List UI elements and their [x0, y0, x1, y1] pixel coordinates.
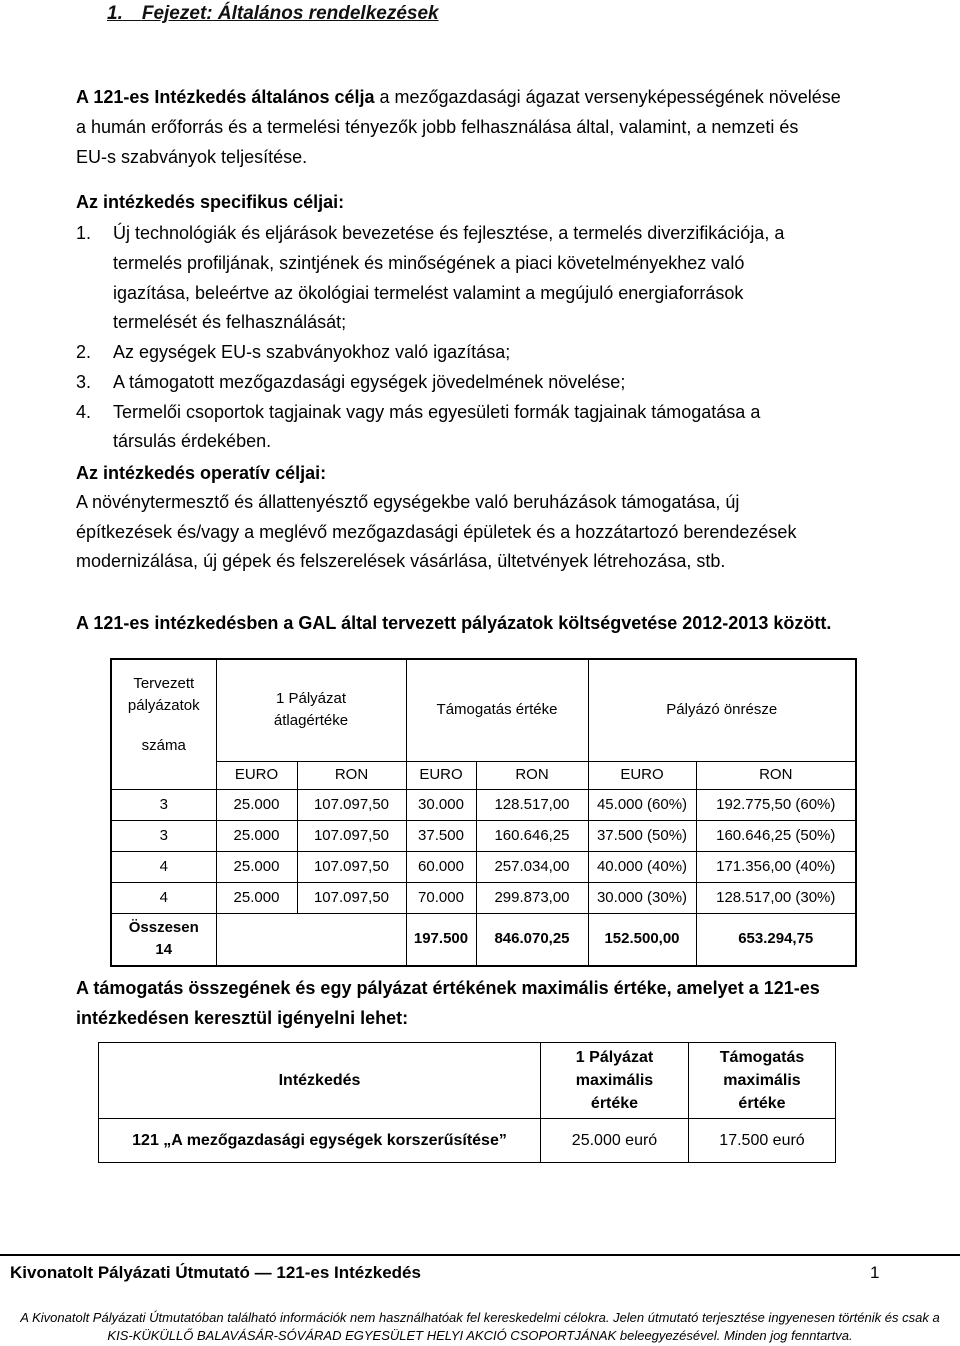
header-line: 1 Pályázat	[275, 690, 347, 708]
max-value-table	[98, 1042, 836, 1163]
list-item-line: Az egységek EU-s szabványokhoz való igazítása;	[113, 342, 511, 362]
cell-avg-ron: 107.097,50	[297, 820, 406, 851]
list-item-line: társulás érdekében.	[113, 431, 272, 452]
total-own-ron: 653.294,75	[696, 913, 856, 966]
cell-count: 3	[111, 789, 216, 820]
chapter-title	[107, 3, 439, 25]
currency-header: EURO	[216, 761, 297, 789]
list-item-text	[113, 338, 510, 368]
list-item-line: Új technológiák és eljárások bevezetése és fejlesztése, a termelés diverzifikációja, a	[113, 223, 785, 243]
operative-line: építkezések és/vagy a meglévő mezőgazdasági épületek és a hozzátartozó berendezések	[76, 521, 797, 542]
cell-own-euro: 40.000 (40%)	[588, 851, 696, 882]
disclaimer-line: A Kivonatolt Pályázati Útmutatóban található információk nem használhatóak fel kereskedelmi célokra. Jelen útmutató terjesztése ingyenesen történik és csak a	[20, 1310, 940, 1325]
list-item	[76, 368, 784, 398]
cell-avg-ron: 107.097,50	[297, 851, 406, 882]
cell-support-euro: 37.500	[406, 820, 476, 851]
specific-goals-list	[76, 219, 784, 457]
intro-line: a humán erőforrás és a termelési tényezők jobb felhasználása által, valamint, a nemzeti és	[76, 117, 799, 137]
header-line: maximális	[575, 1072, 654, 1089]
list-item-text	[113, 398, 760, 458]
intro-line: EU-s szabványok teljesítése.	[76, 147, 308, 167]
intro-paragraph	[76, 82, 841, 172]
specific-goals-heading: Az intézkedés specifikus céljai:	[76, 192, 345, 212]
table-row	[111, 851, 856, 882]
cell-own-euro: 30.000 (30%)	[588, 882, 696, 913]
header-line: értéke	[590, 1095, 639, 1112]
header-line: maximális	[723, 1072, 801, 1089]
cell-count: 4	[111, 882, 216, 913]
cell-support-euro: 70.000	[406, 882, 476, 913]
currency-header: RON	[297, 761, 406, 789]
cell-avg-ron: 107.097,50	[297, 789, 406, 820]
cell-own-ron: 128.517,00 (30%)	[696, 882, 856, 913]
total-count: 14	[155, 941, 173, 959]
cell-max-support-value: 17.500 euró	[689, 1119, 836, 1163]
list-item-line: termelését és felhasználását;	[113, 312, 347, 333]
total-empty-cell	[216, 913, 406, 966]
max-heading-line: A támogatás összegének és egy pályázat értékének maximális értéke, amelyet a 121-es	[76, 978, 820, 998]
cell-avg-euro: 25.000	[216, 851, 297, 882]
currency-header: RON	[696, 761, 856, 789]
header-line: pályázatok	[127, 697, 200, 714]
cell-count: 4	[111, 851, 216, 882]
header-line: 1 Pályázat	[575, 1049, 654, 1066]
cell-own-ron: 171.356,00 (40%)	[696, 851, 856, 882]
intro-line-rest: a mezőgazdasági ágazat versenyképességének növelése	[374, 87, 841, 107]
cell-measure: 121 „A mezőgazdasági egységek korszerűsítése”	[99, 1119, 541, 1163]
list-item-line: igazítása, beleértve az ökológiai termelést valamint a megújuló energiaforrások	[113, 282, 744, 303]
cell-support-ron: 160.646,25	[476, 820, 588, 851]
total-support-ron: 846.070,25	[476, 913, 588, 966]
cell-own-ron: 160.646,25 (50%)	[696, 820, 856, 851]
header-line: száma	[141, 737, 186, 754]
table-row	[111, 820, 856, 851]
list-item-line: Termelői csoportok tagjainak vagy más egyesületi formák tagjainak támogatása a	[113, 401, 761, 422]
header-average-value	[216, 659, 406, 761]
operative-goals-heading: Az intézkedés operatív céljai:	[76, 463, 327, 483]
header-max-project-value	[541, 1043, 689, 1119]
total-own-euro: 152.500,00	[588, 913, 696, 966]
header-max-support-value	[689, 1043, 836, 1119]
max-heading-line: intézkedésen keresztül igényelni lehet:	[76, 1008, 409, 1028]
total-support-euro: 197.500	[406, 913, 476, 966]
budget-currency-row	[111, 761, 856, 789]
budget-header-row	[111, 659, 856, 761]
cell-support-ron: 299.873,00	[476, 882, 588, 913]
footer-disclaimer	[0, 1309, 960, 1345]
operative-line: A növénytermesztő és állattenyésztő egységekbe való beruházások támogatása, új	[76, 492, 740, 512]
header-line: átlagértéke	[273, 712, 349, 730]
list-number: 1.	[76, 223, 92, 243]
list-number: 4.	[76, 401, 92, 422]
budget-heading: A 121-es intézkedésben a GAL által tervezett pályázatok költségvetése 2012-2013 között.	[76, 613, 832, 633]
cell-avg-euro: 25.000	[216, 820, 297, 851]
list-number: 2.	[76, 342, 92, 362]
max-header-row	[99, 1043, 836, 1119]
list-item-text	[113, 219, 784, 338]
currency-header: EURO	[406, 761, 476, 789]
table-row	[99, 1119, 836, 1163]
cell-avg-euro: 25.000	[216, 882, 297, 913]
intro-lead: A 121-es Intézkedés általános célja	[76, 87, 375, 107]
list-number: 3.	[76, 371, 92, 392]
currency-header: EURO	[588, 761, 696, 789]
cell-avg-ron: 107.097,50	[297, 882, 406, 913]
cell-own-euro: 45.000 (60%)	[588, 789, 696, 820]
cell-avg-euro: 25.000	[216, 789, 297, 820]
cell-support-ron: 257.034,00	[476, 851, 588, 882]
intro-line	[76, 82, 841, 112]
cell-support-euro: 60.000	[406, 851, 476, 882]
list-item	[76, 338, 784, 368]
footer-divider	[0, 1254, 960, 1256]
max-value-heading	[76, 973, 820, 1033]
budget-total-row	[111, 913, 856, 966]
operative-goals-paragraph	[76, 488, 796, 577]
header-line: értéke	[738, 1095, 786, 1112]
footer-title: Kivonatolt Pályázati Útmutató — 121-es Intézkedés	[10, 1263, 421, 1282]
list-item-line: A támogatott mezőgazdasági egységek jövedelmének növelése;	[113, 371, 626, 392]
disclaimer-line: KIS-KÜKÜLLŐ BALAVÁSÁR-SÓVÁRAD EGYESÜLET HELYI AKCIÓ CSOPORTJÁNAK beleegyezésével. Minden jog fenntartva.	[107, 1328, 853, 1343]
header-own-contribution: Pályázó önrésze	[588, 659, 856, 761]
cell-own-ron: 192.775,50 (60%)	[696, 789, 856, 820]
cell-max-project-value: 25.000 euró	[541, 1119, 689, 1163]
cell-count: 3	[111, 820, 216, 851]
chapter-title-gap	[123, 3, 142, 24]
currency-header: RON	[476, 761, 588, 789]
list-item	[76, 219, 784, 338]
cell-support-ron: 128.517,00	[476, 789, 588, 820]
header-line: Támogatás	[719, 1049, 805, 1066]
table-row	[111, 882, 856, 913]
header-line: Tervezett	[133, 675, 195, 692]
list-item-line: termelés profiljának, szintjének és minőségének a piaci követelményekhez való	[113, 252, 745, 273]
cell-own-euro: 37.500 (50%)	[588, 820, 696, 851]
cell-support-euro: 30.000	[406, 789, 476, 820]
total-label: Összesen	[128, 919, 199, 937]
page-number: 1	[870, 1263, 880, 1282]
list-item-text	[113, 368, 625, 398]
header-measure: Intézkedés	[99, 1043, 541, 1119]
chapter-title-text: Fejezet: Általános rendelkezések	[141, 3, 439, 24]
header-support-value: Támogatás értéke	[406, 659, 588, 761]
operative-line: modernizálása, új gépek és felszerelések vásárlása, ültetvények létrehozása, stb.	[76, 551, 726, 571]
table-row	[111, 789, 856, 820]
budget-table	[110, 658, 857, 967]
total-label-cell	[111, 913, 216, 966]
header-planned-count	[111, 659, 216, 789]
chapter-number: 1.	[107, 3, 123, 24]
list-item	[76, 398, 784, 458]
